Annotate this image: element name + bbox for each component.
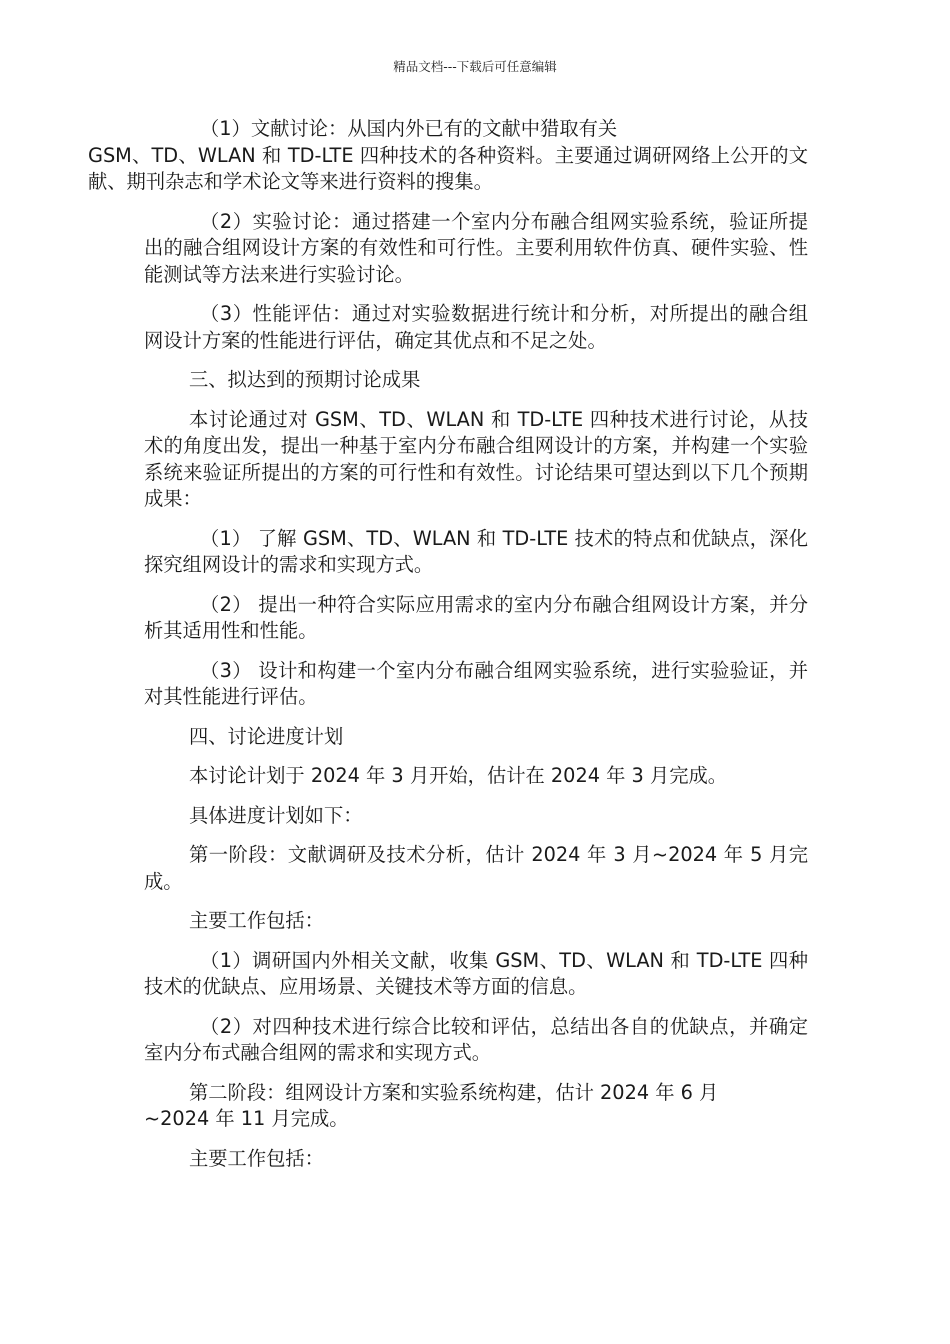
paragraph-method-literature xyxy=(88,116,808,196)
paragraph-phase-1-tasks-label: 主要工作包括： xyxy=(189,909,324,932)
paragraph-line: 第二阶段：组网设计方案和实验系统构建，估计 2024 年 6 月 xyxy=(189,1080,719,1104)
paragraph-method-evaluation: （3）性能评估：通过对实验数据进行统计和分析，对所提出的融合组网设计方案的性能进行评估，确定其优点和不足之处。 xyxy=(144,302,808,352)
page-header: 精品文档---下载后可任意编辑 xyxy=(393,59,557,74)
section-heading-schedule: 四、讨论进度计划 xyxy=(189,724,344,748)
paragraph-expected-intro: 本讨论通过对 GSM、TD、WLAN 和 TD-LTE 四种技术进行讨论，从技术的角度出发，提出一种基于室内分布融合组网设计的方案，并构建一个实验系统来验证所提出的方案的可行性和有效性。讨论结果可望达到以下几个预期成果： xyxy=(144,407,808,510)
paragraph-method-experiment: （2）实验讨论：通过搭建一个室内分布融合组网实验系统，验证所提出的融合组网设计方案的有效性和可行性。主要利用软件仿真、硬件实验、性能测试等方法来进行实验讨论。 xyxy=(144,209,808,286)
section-heading-expected-results: 三、拟达到的预期讨论成果 xyxy=(189,368,421,391)
paragraph-expected-1: （1） 了解 GSM、TD、WLAN 和 TD-LTE 技术的特点和优缺点，深化探究组网设计的需求和实现方式。 xyxy=(144,526,808,576)
paragraph-phase-1: 第一阶段：文献调研及技术分析，估计 2024 年 3 月~2024 年 5 月完成。 xyxy=(144,843,808,893)
paragraph-phase-1-task-1: （1）调研国内外相关文献，收集 GSM、TD、WLAN 和 TD-LTE 四种技术的优缺点、应用场景、关键技术等方面的信息。 xyxy=(144,948,808,998)
paragraph-schedule-overview: 本讨论计划于 2024 年 3 月开始，估计在 2024 年 3 月完成。 xyxy=(189,764,728,787)
paragraph-phase-1-task-2: （2）对四种技术进行综合比较和评估，总结出各自的优缺点，并确定室内分布式融合组网的需求和实现方式。 xyxy=(144,1014,808,1064)
paragraph-phase-2 xyxy=(144,1080,808,1133)
paragraph-schedule-detail-intro: 具体进度计划如下： xyxy=(189,803,363,827)
paragraph-expected-3: （3） 设计和构建一个室内分布融合组网实验系统，进行实验验证，并对其性能进行评估。 xyxy=(144,658,808,708)
paragraph-line: GSM、TD、WLAN 和 TD-LTE 四种技术的各种资料。主要通过调研网络上公开的文献、期刊杂志和学术论文等来进行资料的搜集。 xyxy=(88,143,808,193)
paragraph-line: ~2024 年 11 月完成。 xyxy=(144,1107,349,1130)
paragraph-line: （1）文献讨论：从国内外已有的文献中猎取有关 xyxy=(200,117,618,140)
paragraph-expected-2: （2） 提出一种符合实际应用需求的室内分布融合组网设计方案，并分析其适用性和性能。 xyxy=(144,592,808,642)
paragraph-phase-2-tasks-label: 主要工作包括： xyxy=(189,1146,324,1170)
document-body xyxy=(88,116,808,1185)
